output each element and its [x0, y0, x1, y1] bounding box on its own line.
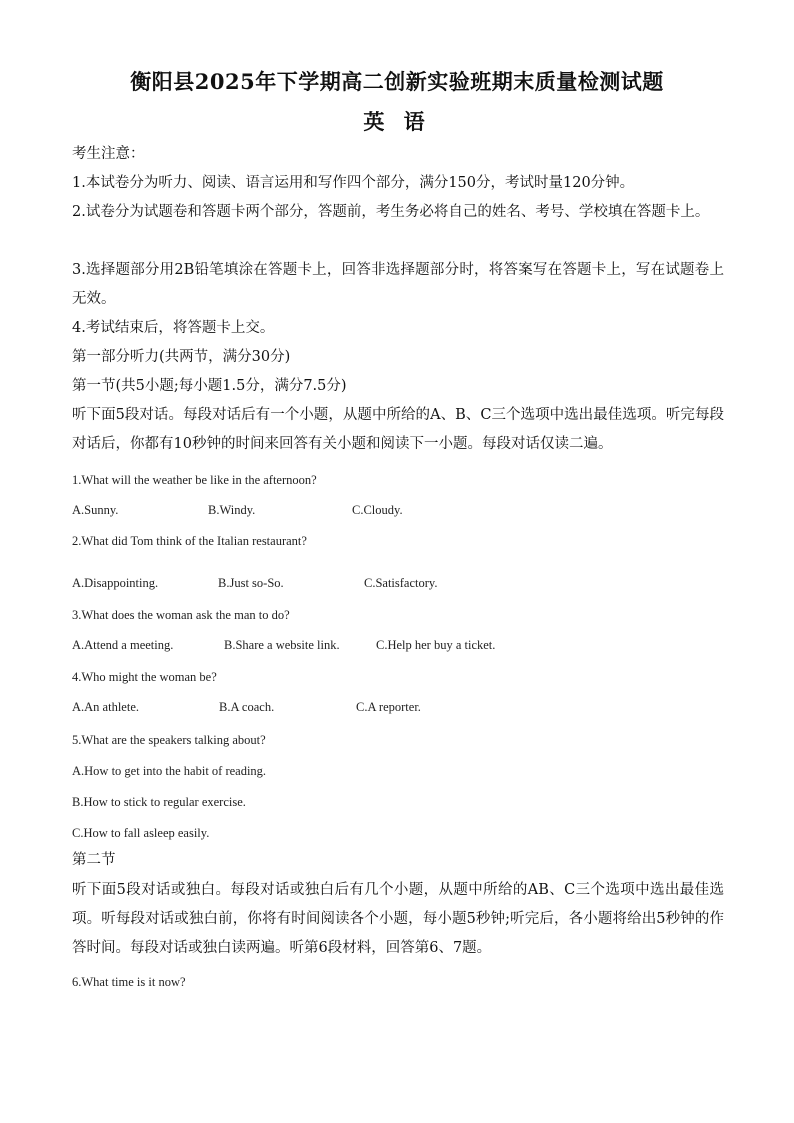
- option-b: B.Windy.: [208, 503, 256, 517]
- section1-instructions: 听下面5段对话。每段对话后有一个小题，从题中所给的A、B、C三个选项中选出最佳选项。听完每段对话后，你都有10秒钟的时间来回答有关小题和阅读下一小题。每段对话仅读二遍。: [72, 407, 724, 452]
- question-1-options: [72, 503, 724, 519]
- question-5: 5.What are the speakers talking about?: [72, 733, 266, 747]
- option-b: B.Just so-So.: [218, 576, 284, 590]
- section2-instructions: 听下面5段对话或独白。每段对话或独白后有几个小题，从题中所给的AB、C三个选项中选出最佳选项。听每段对话或独白前，你将有时间阅读各个小题，每小题5秒钟;听完后，各小题将给出5秒钟的作答时间。每段对话或独白读两遍。听第6段材料，回答第6、7题。: [72, 882, 724, 956]
- option-c: C.Satisfactory.: [364, 576, 438, 590]
- question-5-option-c: C.How to fall asleep easily.: [72, 826, 210, 840]
- notice-item-4: 4.考试结束后，将答题卡上交。: [72, 320, 275, 336]
- question-1: 1.What will the weather be like in the afternoon?: [72, 473, 317, 487]
- notice-heading: 考生注意：: [72, 146, 145, 162]
- question-5-option-a: A.How to get into the habit of reading.: [72, 764, 267, 778]
- question-4-options: [72, 700, 724, 716]
- section1-heading: 第一节(共5小题;每小题1.5分，满分7.5分): [72, 378, 347, 394]
- subject-title: 英 语: [363, 109, 431, 134]
- option-b: B.A coach.: [219, 700, 275, 714]
- option-c: C.Help her buy a ticket.: [376, 638, 496, 652]
- question-6: 6.What time is it now?: [72, 975, 186, 989]
- option-c: C.Cloudy.: [352, 503, 403, 517]
- question-3-options: [72, 638, 724, 654]
- question-5-option-b: B.How to stick to regular exercise.: [72, 795, 246, 809]
- question-2-options: [72, 576, 724, 592]
- question-2: 2.What did Tom think of the Italian restaurant?: [72, 534, 307, 548]
- option-a: A.Sunny.: [72, 503, 119, 517]
- question-3: 3.What does the woman ask the man to do?: [72, 608, 290, 622]
- option-a: A.An athlete.: [72, 700, 139, 714]
- section2-heading: 第二节: [72, 852, 116, 868]
- exam-title: 衡阳县2025年下学期高二创新实验班期末质量检测试题: [130, 69, 664, 94]
- option-a: A.Disappointing.: [72, 576, 159, 590]
- part1-heading: 第一部分听力(共两节，满分30分): [72, 349, 291, 365]
- notice-item-3: 3.选择题部分用2B铅笔填涂在答题卡上，回答非选择题部分时，将答案写在答题卡上，写在试题卷上无效。: [72, 262, 724, 307]
- notice-item-1: 1.本试卷分为听力、阅读、语言运用和写作四个部分，满分150分，考试时量120分钟。: [72, 175, 635, 191]
- option-c: C.A reporter.: [356, 700, 421, 714]
- question-4: 4.Who might the woman be?: [72, 670, 217, 684]
- notice-item-2: 2.试卷分为试题卷和答题卡两个部分，答题前，考生务必将自己的姓名、考号、学校填在答题卡上。: [72, 204, 710, 220]
- option-a: A.Attend a meeting.: [72, 638, 174, 652]
- option-b: B.Share a website link.: [224, 638, 340, 652]
